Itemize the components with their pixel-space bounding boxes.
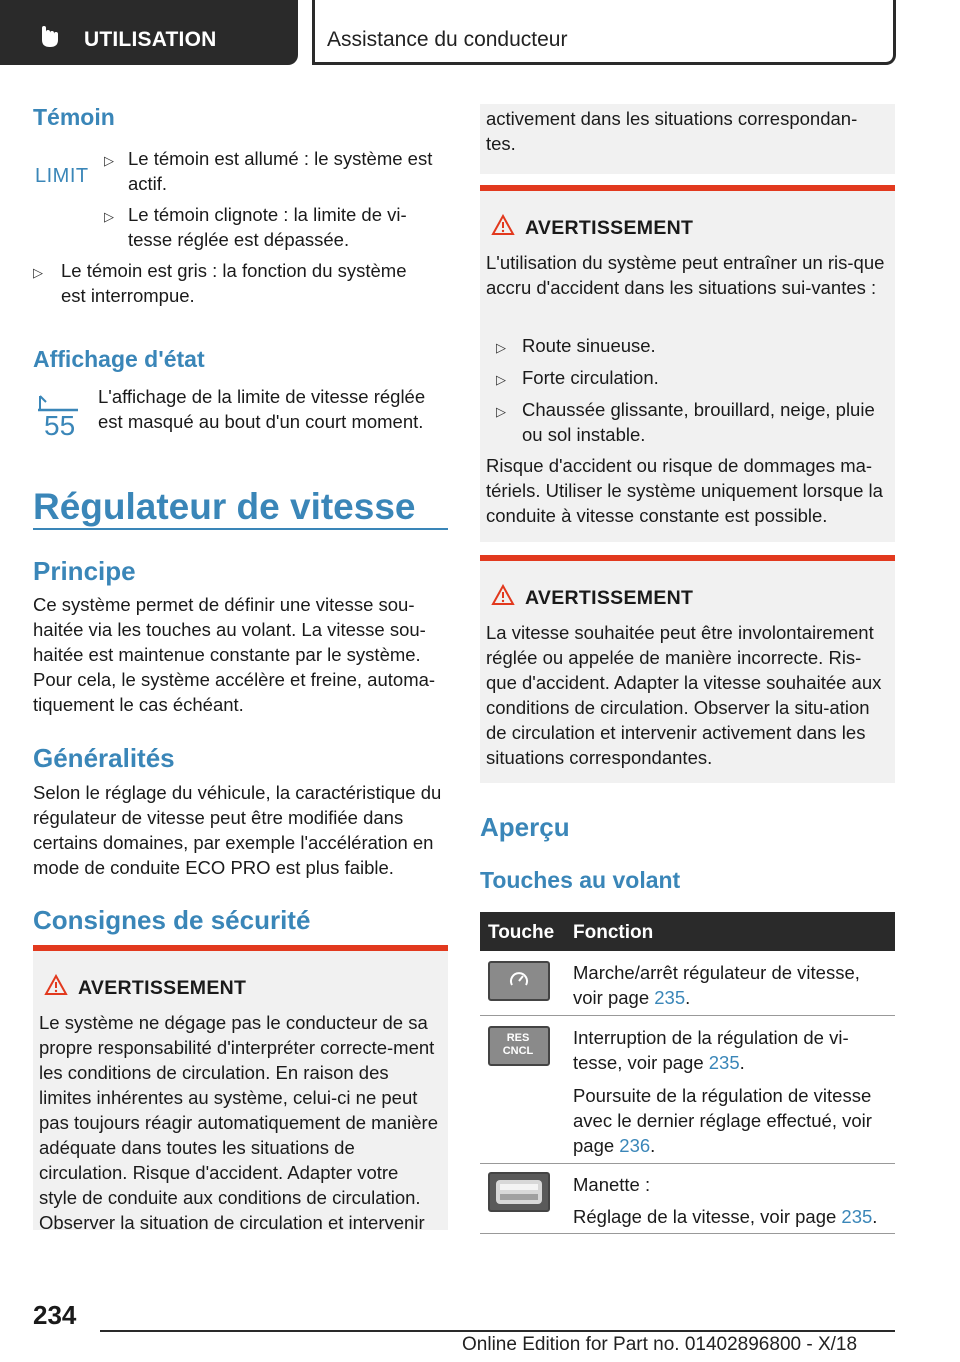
continuation-text: activement dans les situations correspondan-tes. — [486, 108, 858, 154]
footer-rule — [100, 1330, 895, 1332]
warning-box-3 — [480, 555, 895, 783]
speed-display-number: 55 — [44, 410, 76, 441]
page-number: 234 — [33, 1300, 77, 1330]
warning-2-bullet-3-text: Chaussée glissante, brouillard, neige, pluie ou sol instable. — [522, 399, 875, 445]
warning-triangle-icon — [491, 584, 515, 606]
rocker-key-icon — [488, 1172, 550, 1212]
affichage-heading: Affichage d'état — [33, 346, 205, 372]
regulateur-title: Régulateur de vitesse — [33, 486, 416, 527]
row-1-page-link[interactable]: 235 — [654, 987, 686, 1008]
col-header-touche: Touche — [488, 922, 555, 943]
warning-1-text: Le système ne dégage pas le conducteur de sa propre responsabilité d'interpréter correcte-ment les conditions de circulation. En raison des limites inhérentes au système, celui-ci ne peut pas toujours réagir automatiquement de manière adéquate dans toutes les situations de circulation. Risque d'accident. Adapter votre style de conduite aux conditions de circulation. Observer la situation de circulation et intervenir — [39, 1012, 439, 1233]
warning-3-text: La vitesse souhaitée peut être involontairement réglée ou appelée de manière incorrecte. Ris-que d'accident. Adapter la vitesse souhaitée aux conditions de circulation. Observer la situ-ation de circulation et intervenir activement dans les situations correspondantes. — [486, 622, 882, 768]
warning-2-outro: Risque d'accident ou risque de dommages ma-tériels. Utiliser le système uniquement lorsque la conduite à vitesse constante est possible. — [486, 455, 883, 526]
warning-2-bullet-1-text: Route sinueuse. — [522, 335, 656, 356]
warning-triangle-icon — [44, 974, 68, 996]
temoin-bullet-1 — [104, 146, 449, 196]
warning-2-bullet-2 — [496, 365, 886, 390]
warning-box-2 — [480, 185, 895, 542]
row-2-page-link[interactable]: 235 — [708, 1052, 740, 1073]
speed-limit-display-icon — [36, 392, 80, 441]
row-2-function: Interruption de la régulation de vi-tesse, voir page 235. Poursuite de la régulation de vitesse avec le dernier réglage effectué, voir page 236. — [573, 1025, 891, 1158]
warning-1-title: AVERTISSEMENT — [78, 977, 247, 999]
bullet-triangle-icon: ▷ — [496, 404, 506, 419]
temoin-bullet-2-text: Le témoin clignote : la limite de vi-tesse réglée est dépassée. — [128, 204, 407, 250]
row-3-text: Réglage de la vitesse, voir page — [573, 1206, 837, 1227]
header-section-tab — [0, 0, 298, 65]
temoin-gray-text: Le témoin est gris : la fonction du système est interrompue. — [61, 260, 407, 306]
row-3-page-link[interactable]: 235 — [841, 1206, 873, 1227]
warning-2-intro: L'utilisation du système peut entraîner un ris-que accru d'accident dans les situations sui-vantes : — [486, 252, 885, 298]
bullet-triangle-icon: ▷ — [104, 209, 114, 224]
bullet-triangle-icon: ▷ — [104, 153, 114, 168]
cruise-onoff-key-icon — [488, 961, 550, 1001]
row-3-function — [573, 1172, 891, 1229]
row-2-text2: Poursuite de la régulation de vitesse avec le dernier réglage effectué, voir page — [573, 1085, 872, 1156]
table-row — [480, 1164, 895, 1234]
footer-edition: Online Edition for Part no. 01402896800 - X/18 — [462, 1334, 858, 1355]
table-row — [480, 1016, 895, 1164]
generalites-heading: Généralités — [33, 743, 175, 773]
col-header-fonction: Fonction — [573, 922, 654, 943]
temoin-heading: Témoin — [33, 104, 115, 130]
limit-indicator-icon — [35, 165, 89, 188]
affichage-text: L'affichage de la limite de vitesse réglée est masqué au bout d'un court moment. — [98, 386, 426, 432]
header-chapter-label: Assistance du conducteur — [327, 28, 568, 51]
consignes-heading: Consignes de sécurité — [33, 905, 311, 935]
speed-dial-icon — [490, 963, 548, 999]
row-1-text: Marche/arrêt régulateur de vitesse, voir page — [573, 962, 860, 1008]
limit-indicator-text: LIMIT — [35, 165, 89, 187]
row-1-function: Marche/arrêt régulateur de vitesse, voir page 235. — [573, 962, 860, 1008]
hand-pointer-icon — [36, 22, 64, 50]
bullet-triangle-icon: ▷ — [33, 265, 43, 280]
row-2-second-para: Poursuite de la régulation de vitesse avec le dernier réglage effectué, voir page 236. — [573, 1085, 872, 1156]
rocker-lever-icon — [490, 1174, 548, 1210]
warning-2-bullet-2-text: Forte circulation. — [522, 367, 659, 388]
temoin-bullet-2 — [104, 202, 434, 252]
table-row — [480, 951, 895, 1016]
res-cncl-key-icon — [488, 1026, 550, 1066]
warning-box-1 — [33, 945, 448, 1233]
table-header — [480, 912, 895, 951]
principe-text: Ce système permet de définir une vitesse sou-haitée via les touches au volant. La vitesse sou-haitée est maintenue constante par le système. Pour cela, le système accélère et freine, automa-tiquement le cas échéant. — [33, 594, 436, 715]
apercu-heading: Aperçu — [480, 812, 570, 842]
continuation-box — [480, 104, 895, 174]
temoin-bullet-1-text: Le témoin est allumé : le système est actif. — [128, 148, 433, 194]
warning-2-title: AVERTISSEMENT — [525, 217, 694, 239]
row-2-text: Interruption de la régulation de vi-tesse, voir page — [573, 1027, 849, 1073]
title-rule — [33, 528, 448, 530]
touches-heading: Touches au volant — [480, 867, 681, 893]
speed-tick-icon — [36, 392, 80, 412]
bullet-triangle-icon: ▷ — [496, 340, 506, 355]
row-2-page2-link[interactable]: 236 — [619, 1135, 651, 1156]
warning-triangle-icon — [491, 214, 515, 236]
row-3-text0: Manette : — [573, 1174, 651, 1195]
warning-2-bullet-1 — [496, 333, 886, 358]
res-cncl-key-label: RES CNCL — [502, 1032, 534, 1057]
principe-heading: Principe — [33, 556, 136, 586]
warning-3-title: AVERTISSEMENT — [525, 587, 694, 609]
generalites-text: Selon le réglage du véhicule, la caractéristique du régulateur de vitesse peut être modifiée dans certains domaines, par exemple l'accélération en mode de conduite ECO PRO est plus faible. — [33, 782, 442, 878]
row-3-second-para: Réglage de la vitesse, voir page 235. — [573, 1206, 878, 1227]
header-section-label: UTILISATION — [84, 28, 217, 51]
header-chapter-tab — [312, 0, 896, 65]
bullet-triangle-icon: ▷ — [496, 372, 506, 387]
temoin-gray-bullet — [33, 258, 433, 308]
warning-2-bullet-3 — [496, 397, 888, 447]
